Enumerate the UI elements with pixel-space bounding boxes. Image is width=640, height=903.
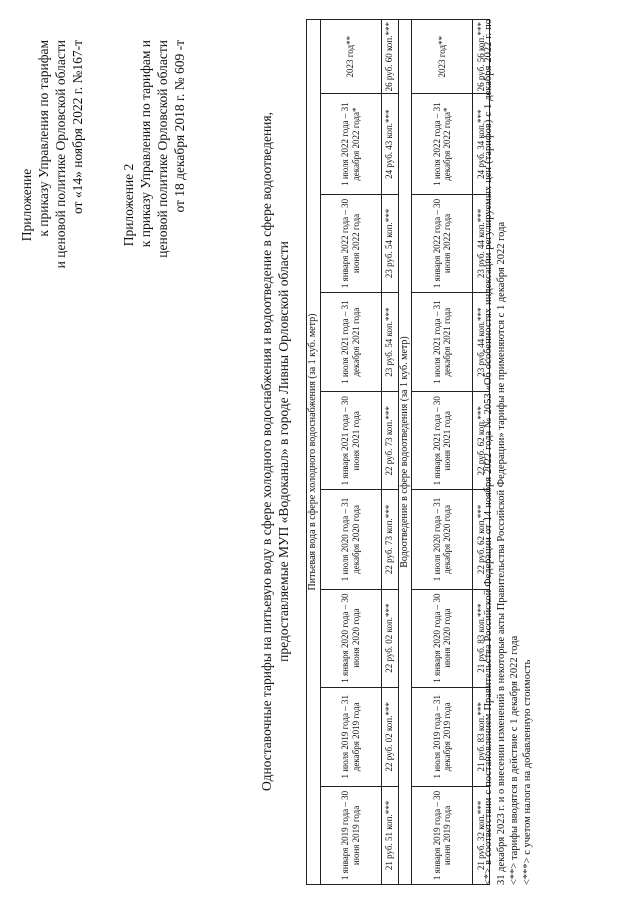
period-cell: 1 января 2019 года – 30 июня 2019 года — [412, 786, 473, 884]
period-cell: 1 июля 2022 года – 31 декабря 2022 года* — [320, 94, 381, 195]
table-row — [320, 20, 381, 885]
appendix-1-line: к приказу Управления по тарифам — [36, 40, 51, 237]
tariff-value-cell: 23 руб. 44 коп.*** — [473, 194, 490, 292]
period-cell: 1 января 2021 года – 30 июня 2021 года — [412, 392, 473, 490]
table-row — [412, 20, 473, 885]
tariff-value-cell: 26 руб. 56 коп.*** — [473, 20, 490, 94]
appendix-2-header — [120, 40, 188, 370]
period-cell: 1 июля 2021 года – 31 декабря 2021 года — [412, 293, 473, 392]
tariff-value-cell: 22 руб. 02 коп.*** — [381, 687, 398, 786]
period-cell: 2023 год** — [412, 20, 473, 94]
appendix-2-line: от 18 декабря 2018 г. № 609 -т — [172, 40, 187, 213]
period-cell: 1 июля 2022 года – 31 декабря 2022 года* — [412, 94, 473, 195]
period-cell: 1 января 2022 года – 30 июня 2022 года — [320, 194, 381, 292]
tariff-value-cell: 22 руб. 02 коп.*** — [381, 589, 398, 687]
appendix-2-heading: Приложение 2 — [121, 163, 136, 247]
tariff-value-cell: 24 руб. 34 коп.*** — [473, 94, 490, 195]
footnote-2: <**> тарифы вводятся в действие с 1 декабря 2022 года — [509, 635, 520, 885]
period-cell: 1 июля 2020 года – 31 декабря 2020 года — [412, 490, 473, 589]
tariff-value-cell: 21 руб. 83 коп.*** — [473, 687, 490, 786]
tariff-value-cell: 23 руб. 54 коп.*** — [381, 194, 398, 292]
appendix-1-heading: Приложение — [19, 168, 34, 242]
tariff-value-cell: 21 руб. 32 коп.*** — [473, 786, 490, 884]
section-label-wastewater: Водоотведение в сфере водоотведения (за 1 куб. метр) — [398, 20, 412, 885]
period-cell: 1 января 2019 года – 30 июня 2019 года — [320, 786, 381, 884]
period-cell: 1 января 2020 года – 30 июня 2020 года — [412, 589, 473, 687]
appendix-1-line: и ценовой политике Орловской области — [53, 40, 68, 269]
tariff-table — [306, 19, 490, 885]
appendix-2-line: к приказу Управления по тарифам и — [138, 40, 153, 248]
appendix-1-header — [18, 40, 86, 370]
tariff-value-cell: 22 руб. 62 коп.*** — [473, 490, 490, 589]
footnote-1: <*> в соответствии с постановлением Правительства Российской Федерации от 14 ноября 2022 года № 2053 «Об особенностях индексации регулируемых цен (тарифов) с 1 декабря 2022 г. по 31 декабря 2023 г. и о внесении изменений в некоторые акты Правительства Российской Федерации» тарифы не применяются с 1 декабря 2022 года — [483, 19, 507, 885]
tariff-value-cell: 22 руб. 62 коп.*** — [473, 392, 490, 490]
period-cell: 1 июля 2021 года – 31 декабря 2021 года — [320, 293, 381, 392]
period-cell: 1 июля 2019 года – 31 декабря 2019 года — [320, 687, 381, 786]
title-line-1: Одноставочные тарифы на питьевую воду в сфере холодного водоснабжения и водоотведение в сфере водоотведения, — [259, 112, 274, 791]
period-cell: 1 июля 2019 года – 31 декабря 2019 года — [412, 687, 473, 786]
tariff-value-cell: 21 руб. 83 коп.*** — [473, 589, 490, 687]
section-label-water: Питьевая вода в сфере холодного водоснабжения (за 1 куб. метр) — [307, 20, 321, 885]
document-title — [258, 60, 292, 843]
table-section-row — [307, 20, 321, 885]
tariff-value-cell: 26 руб. 60 коп.*** — [381, 20, 398, 94]
table-row — [381, 20, 398, 885]
tariff-value-cell: 22 руб. 73 коп.*** — [381, 392, 398, 490]
tariff-value-cell: 23 руб. 44 коп.*** — [473, 293, 490, 392]
period-cell: 1 января 2020 года – 30 июня 2020 года — [320, 589, 381, 687]
appendix-1-line: от «14» ноября 2022 г. №167-т — [70, 40, 85, 215]
appendix-2-line: ценовой политике Орловской области — [155, 40, 170, 258]
period-cell: 1 июля 2020 года – 31 декабря 2020 года — [320, 490, 381, 589]
period-cell: 2023 год** — [320, 20, 381, 94]
tariff-value-cell: 23 руб. 54 коп.*** — [381, 293, 398, 392]
period-cell: 1 января 2022 года – 30 июня 2022 года — [412, 194, 473, 292]
tariff-value-cell: 22 руб. 73 коп.*** — [381, 490, 398, 589]
period-cell: 1 января 2021 года – 30 июня 2021 года — [320, 392, 381, 490]
footnotes — [482, 19, 534, 885]
tariff-value-cell: 24 руб. 43 коп.*** — [381, 94, 398, 195]
title-line-2: предоставляемые МУП «Водоканал» в городе Ливны Орловской области — [276, 241, 291, 662]
footnote-3: <***> с учетом налога на добавленную стоимость — [522, 659, 533, 885]
tariff-value-cell: 21 руб. 51 коп.*** — [381, 786, 398, 884]
table-section-row — [398, 20, 412, 885]
